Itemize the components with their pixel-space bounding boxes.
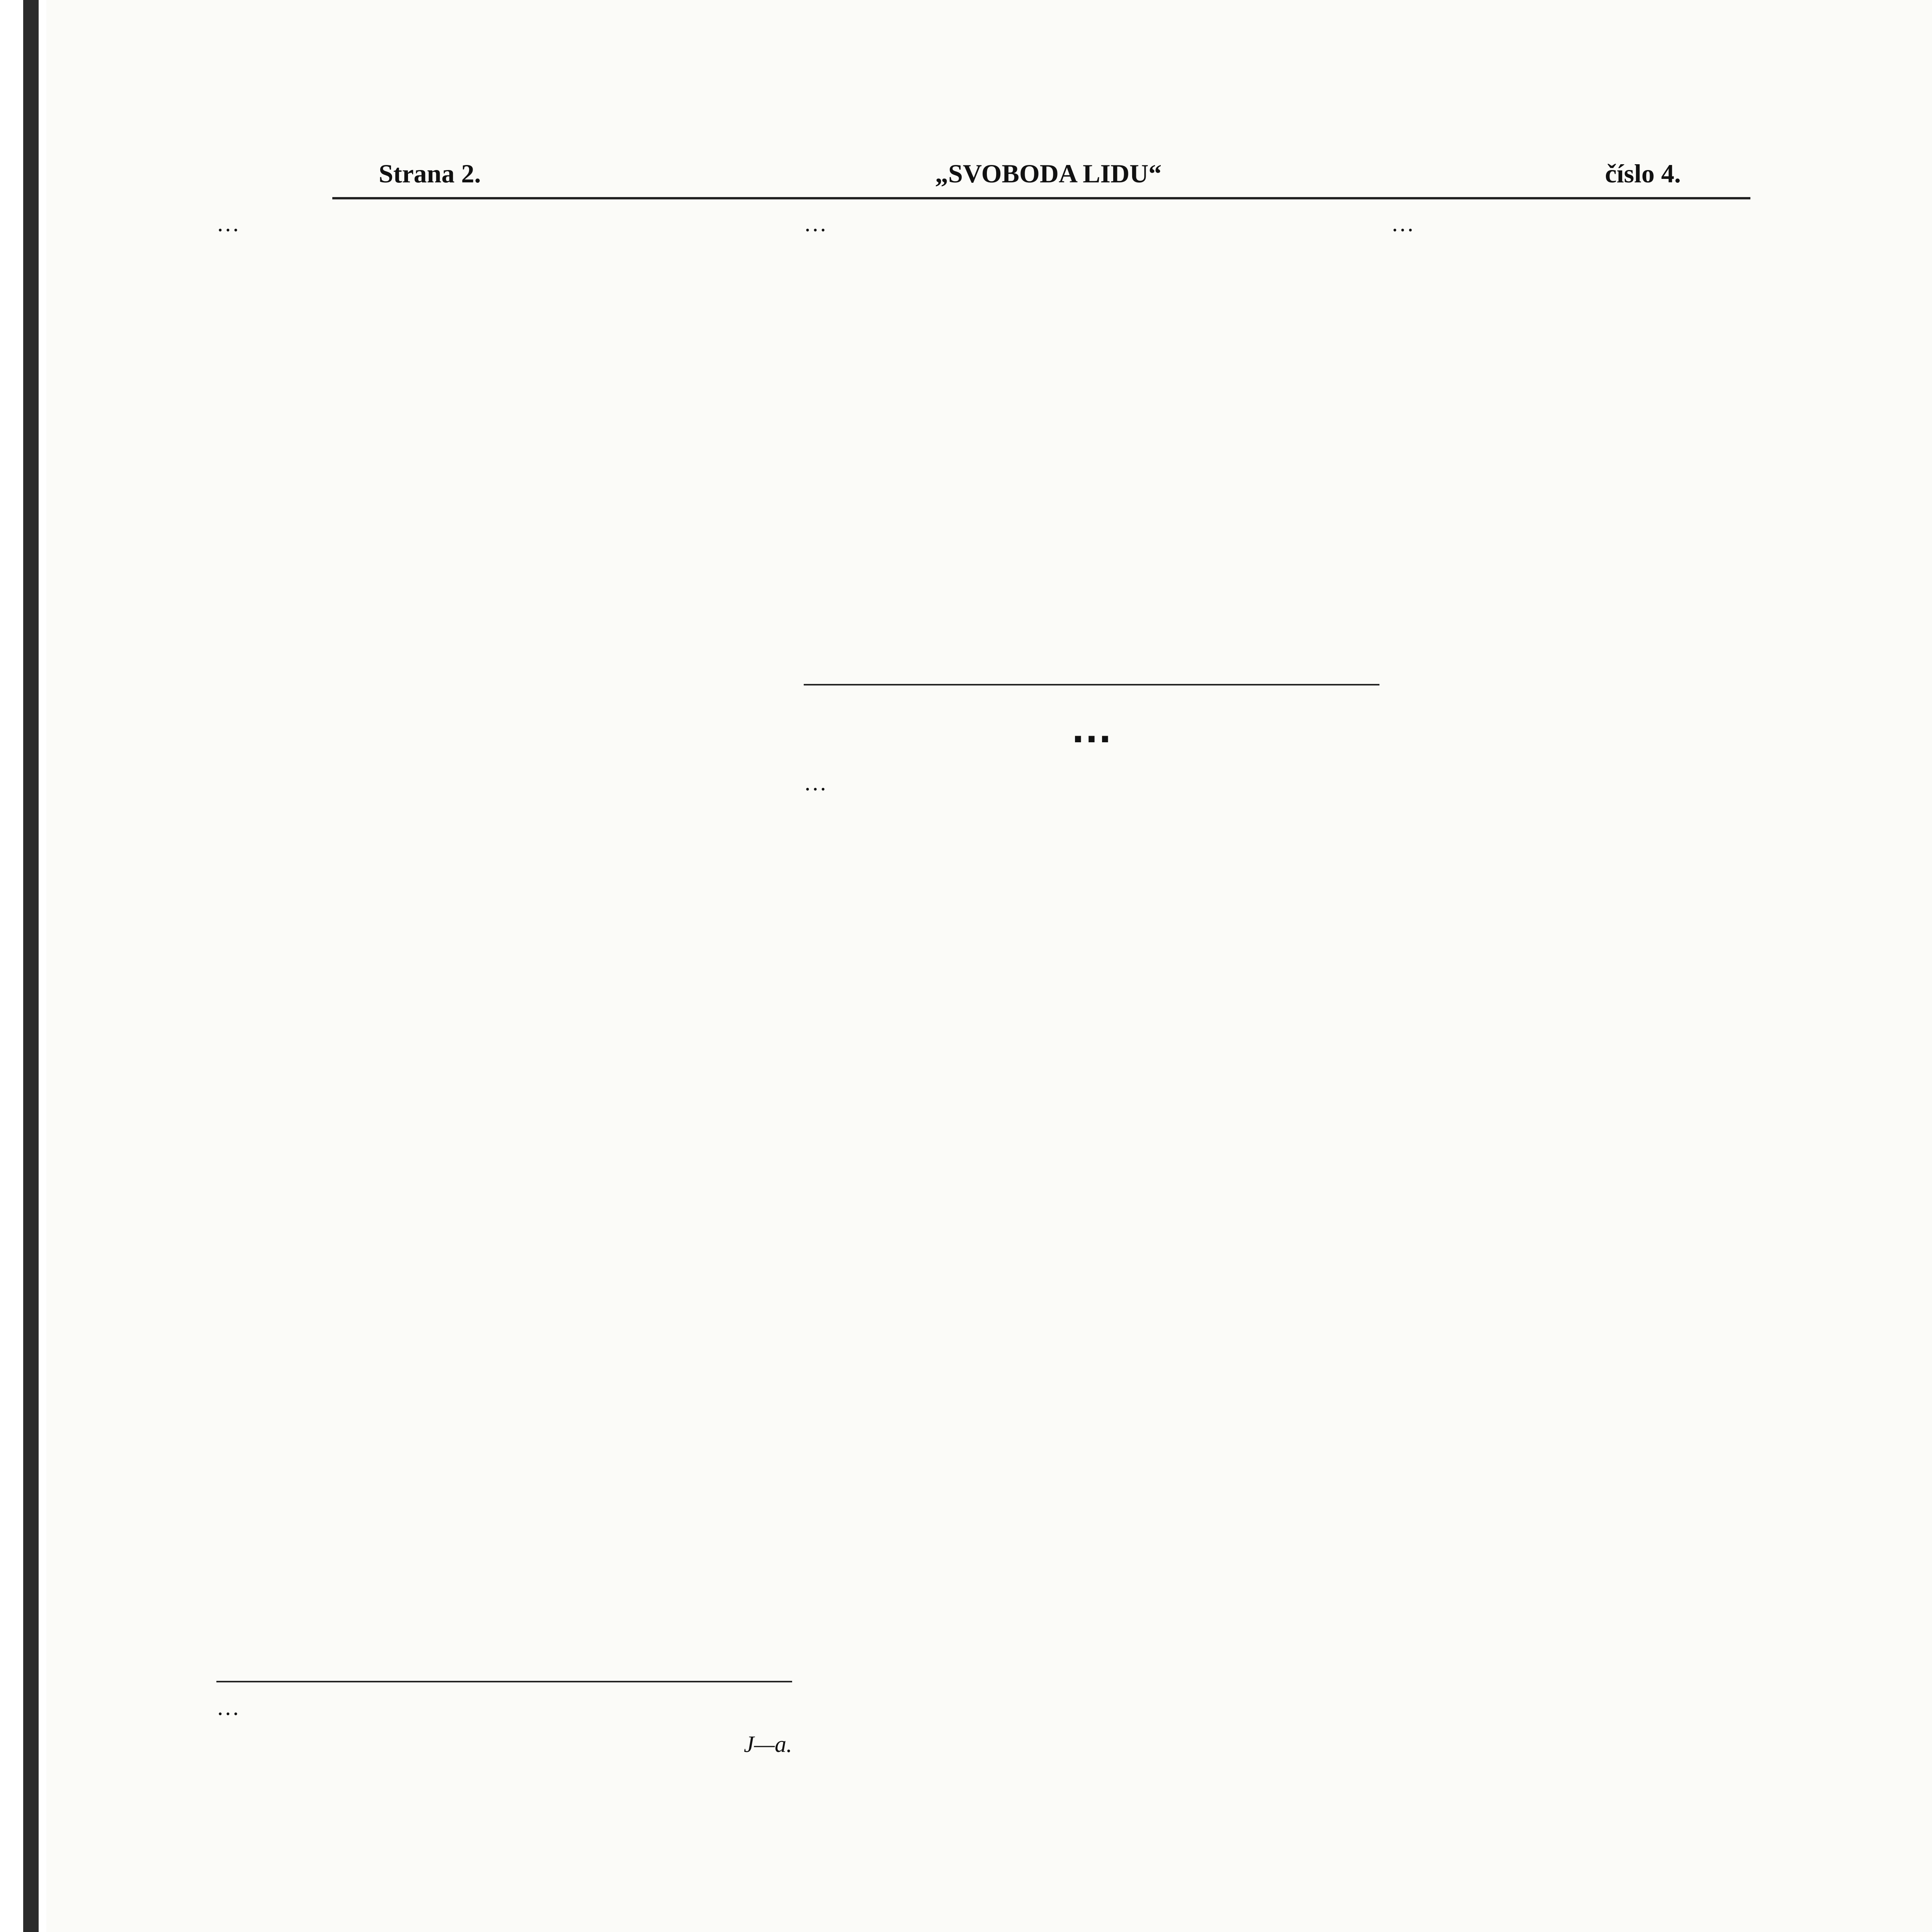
issue-number: číslo 4.	[1605, 159, 1681, 188]
middle-article-text: …	[804, 770, 827, 795]
newspaper-title: „SVOBODA LIDU“	[935, 159, 1162, 188]
left-column-bottom	[216, 1692, 792, 1932]
middle-column-article	[804, 692, 1379, 1932]
page-edge	[23, 0, 39, 1932]
page-number: Strana 2.	[379, 159, 481, 188]
column-rule-left	[216, 1681, 792, 1682]
left-bottom-text: …	[216, 1694, 240, 1720]
header-rule	[332, 197, 1750, 199]
article-headline: …	[1070, 704, 1113, 752]
middle-column-top: …	[804, 211, 827, 236]
column-rule-middle	[804, 684, 1379, 685]
page	[46, 0, 1932, 1932]
left-column-top: …	[216, 211, 240, 236]
article-signature: J—a.	[744, 1731, 792, 1757]
right-column: …	[1391, 211, 1414, 236]
